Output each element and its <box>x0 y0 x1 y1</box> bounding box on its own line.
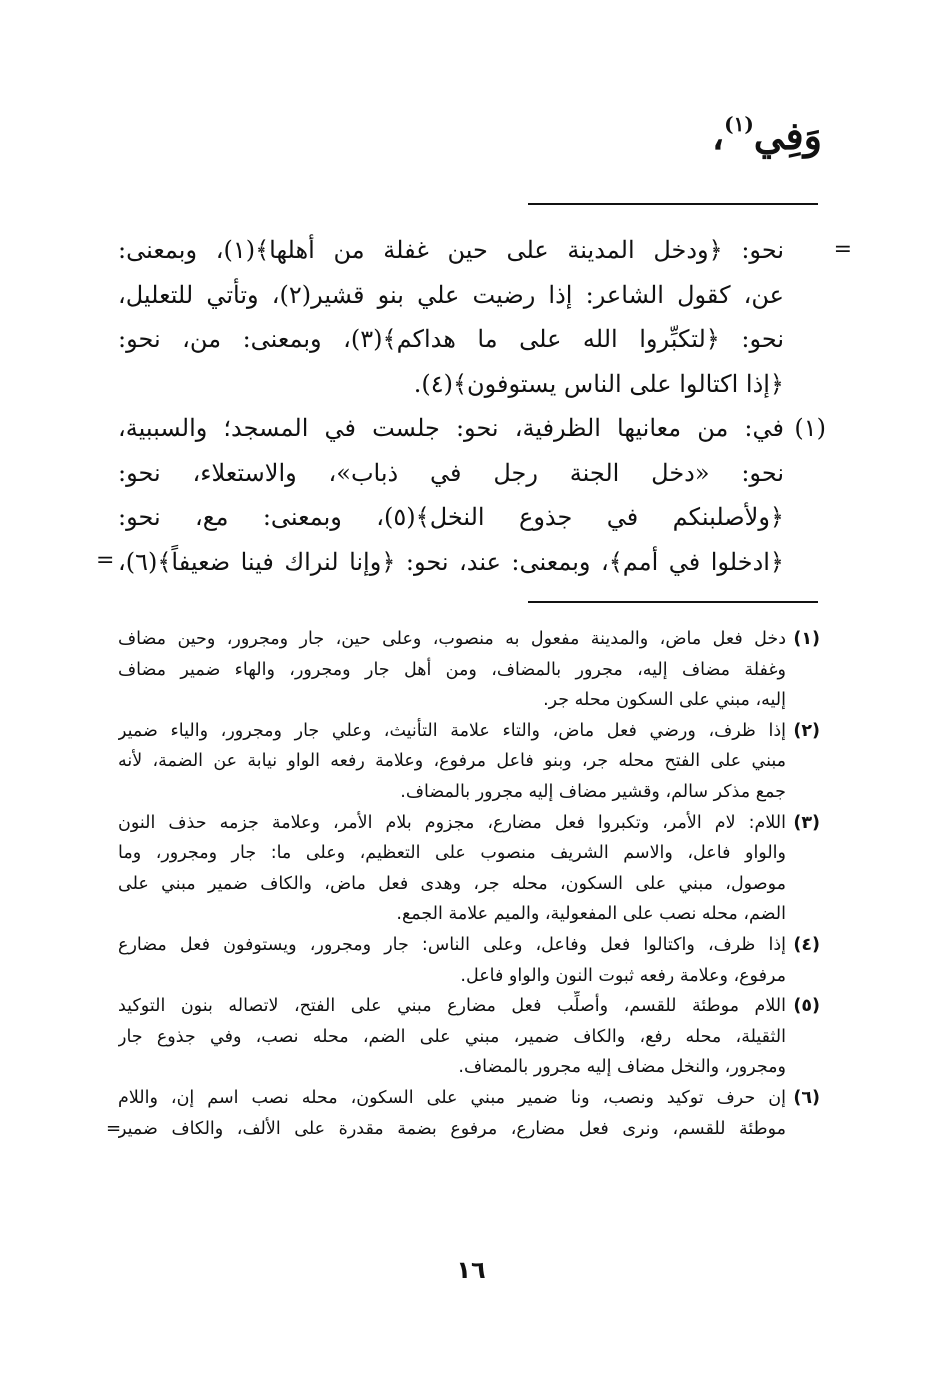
footnote-line: اللام: لام الأمر، وتكبروا فعل مضارع، مجزوم بلام الأمر، وعلامة جزمه حذف النون <box>118 812 786 833</box>
main-text <box>96 228 852 584</box>
paragraph-fi <box>96 406 826 584</box>
footnote-marker: (٥) <box>793 996 820 1017</box>
page-number: ١٦ <box>456 1256 486 1284</box>
paragraph-continued <box>118 228 852 406</box>
footnote-1 <box>118 624 820 716</box>
section-heading <box>712 112 822 158</box>
footnote-end-marker: = <box>106 1117 122 1139</box>
footnote-line: موطئة للقسم، ونرى فعل مضارع، مرفوع بضمة مقدرة على الألف، والكاف ضمير <box>118 1118 786 1139</box>
text-line: نحو: «دخل الجنة رجل في ذباب»، والاستعلاء، نحو: <box>118 458 784 487</box>
footnote-line: اللام موطئة للقسم، وأصلِّب فعل مضارع مبني على الفتح، لاتصاله بنون التوكيد <box>118 996 786 1017</box>
text-line: في: من معانيها الظرفية، نحو: جلست في المسجد؛ والسببية، <box>118 414 784 442</box>
footnote-marker: (٤) <box>793 934 820 955</box>
footnote-marker: (١) <box>793 629 820 649</box>
footnote-2 <box>118 716 820 808</box>
footnote-line: إليه، مبني على السكون محله جر. <box>543 690 786 711</box>
footnote-line: ومجرور، والنخل مضاف إليه مجرور بالمضاف. <box>458 1057 786 1078</box>
footnote-marker: (٢) <box>793 720 820 741</box>
footnote-line: والواو فاعل، والاسم الشريف منصوب على التعظيم، وعلى ما: جار ومجرور، وما <box>118 843 786 864</box>
footnote-line: مرفوع، وعلامة رفعه ثبوت النون والواو فاعل. <box>460 965 786 986</box>
continuation-marker: = <box>833 237 852 262</box>
footnote-line: جمع مذكر سالم، وقشير مضاف إليه مجرور بالمضاف. <box>400 781 786 802</box>
footnote-marker: (٣) <box>793 812 820 833</box>
footnote-6 <box>106 1083 820 1144</box>
heading-comma: ، <box>711 113 725 158</box>
footnote-line: الثقيلة، محله رفع، والكاف ضمير، مبني على الضم، محله نصب، وفي جذوع جار <box>118 1026 786 1047</box>
footnote-line: موصول، مبني على السكون، محله جر، وهدى فعل ماض، والكاف ضمير مبني على <box>118 873 786 894</box>
footnotes <box>106 624 820 1144</box>
footnote-line: مبني على الفتح محله جر، وبنو فاعل مرفوع، وعلامة رفعه الواو نيابة عن الضمة، لأنه <box>118 751 786 772</box>
footnote-line: إن حرف توكيد ونصب، ونا ضمير مبني على السكون، محله نصب اسم إن، واللام <box>118 1087 786 1108</box>
paragraph-number: (١) <box>794 414 826 442</box>
footnote-divider <box>528 601 818 603</box>
end-marker: = <box>96 548 115 573</box>
heading-word: وَفِي <box>753 113 822 158</box>
footnote-marker: (٦) <box>793 1087 820 1108</box>
footnote-line: إذا ظرف، ورضي فعل ماض، والتاء علامة التأنيث، وعلي جار ومجرور، والياء ضمير <box>118 720 786 741</box>
footnote-line: إذا ظرف، واكتالوا فعل وفاعل، وعلى الناس: جار ومجرور، ويستوفون فعل مضارع <box>118 934 786 955</box>
footnote-5 <box>118 991 820 1083</box>
footnote-3 <box>118 808 820 930</box>
footnote-line: الضم، محله نصب على المفعولية، والميم علامة الجمع. <box>396 904 786 925</box>
footnote-line: دخل فعل ماض، والمدينة مفعول به منصوب، وعلى حين، جار ومجرور، وحين مضاف <box>118 629 786 649</box>
heading-divider <box>528 203 818 205</box>
text-line: عن، كقول الشاعر: إذا رضيت علي بنو قشير(٢)، وتأتي للتعليل، <box>118 280 784 309</box>
heading-footnote-ref: (١) <box>724 112 754 136</box>
text-line: ﴿ادخلوا في أمم﴾، وبمعنى: عند، نحو: ﴿وإنا لنراك فينا ضعيفاً﴾(٦)، <box>118 547 784 576</box>
text-line: ﴿إذا اكتالوا على الناس يستوفون﴾(٤). <box>413 369 784 398</box>
footnote-line: وغفلة مضاف إليه، مجرور بالمضاف، ومن أهل جار ومجرور، والهاء ضمير مضاف <box>118 659 786 680</box>
text-line: ﴿ولأصلبنكم في جذوع النخل﴾(٥)، وبمعنى: مع، نحو: <box>118 503 784 531</box>
text-line: نحو: ﴿لتكبِّروا الله على ما هداكم﴾(٣)، وبمعنى: من، نحو: <box>118 325 784 353</box>
text-line: نحو: ﴿ودخل المدينة على حين غفلة من أهلها﴾(١)، وبمعنى: <box>118 236 784 264</box>
footnote-4 <box>118 930 820 991</box>
